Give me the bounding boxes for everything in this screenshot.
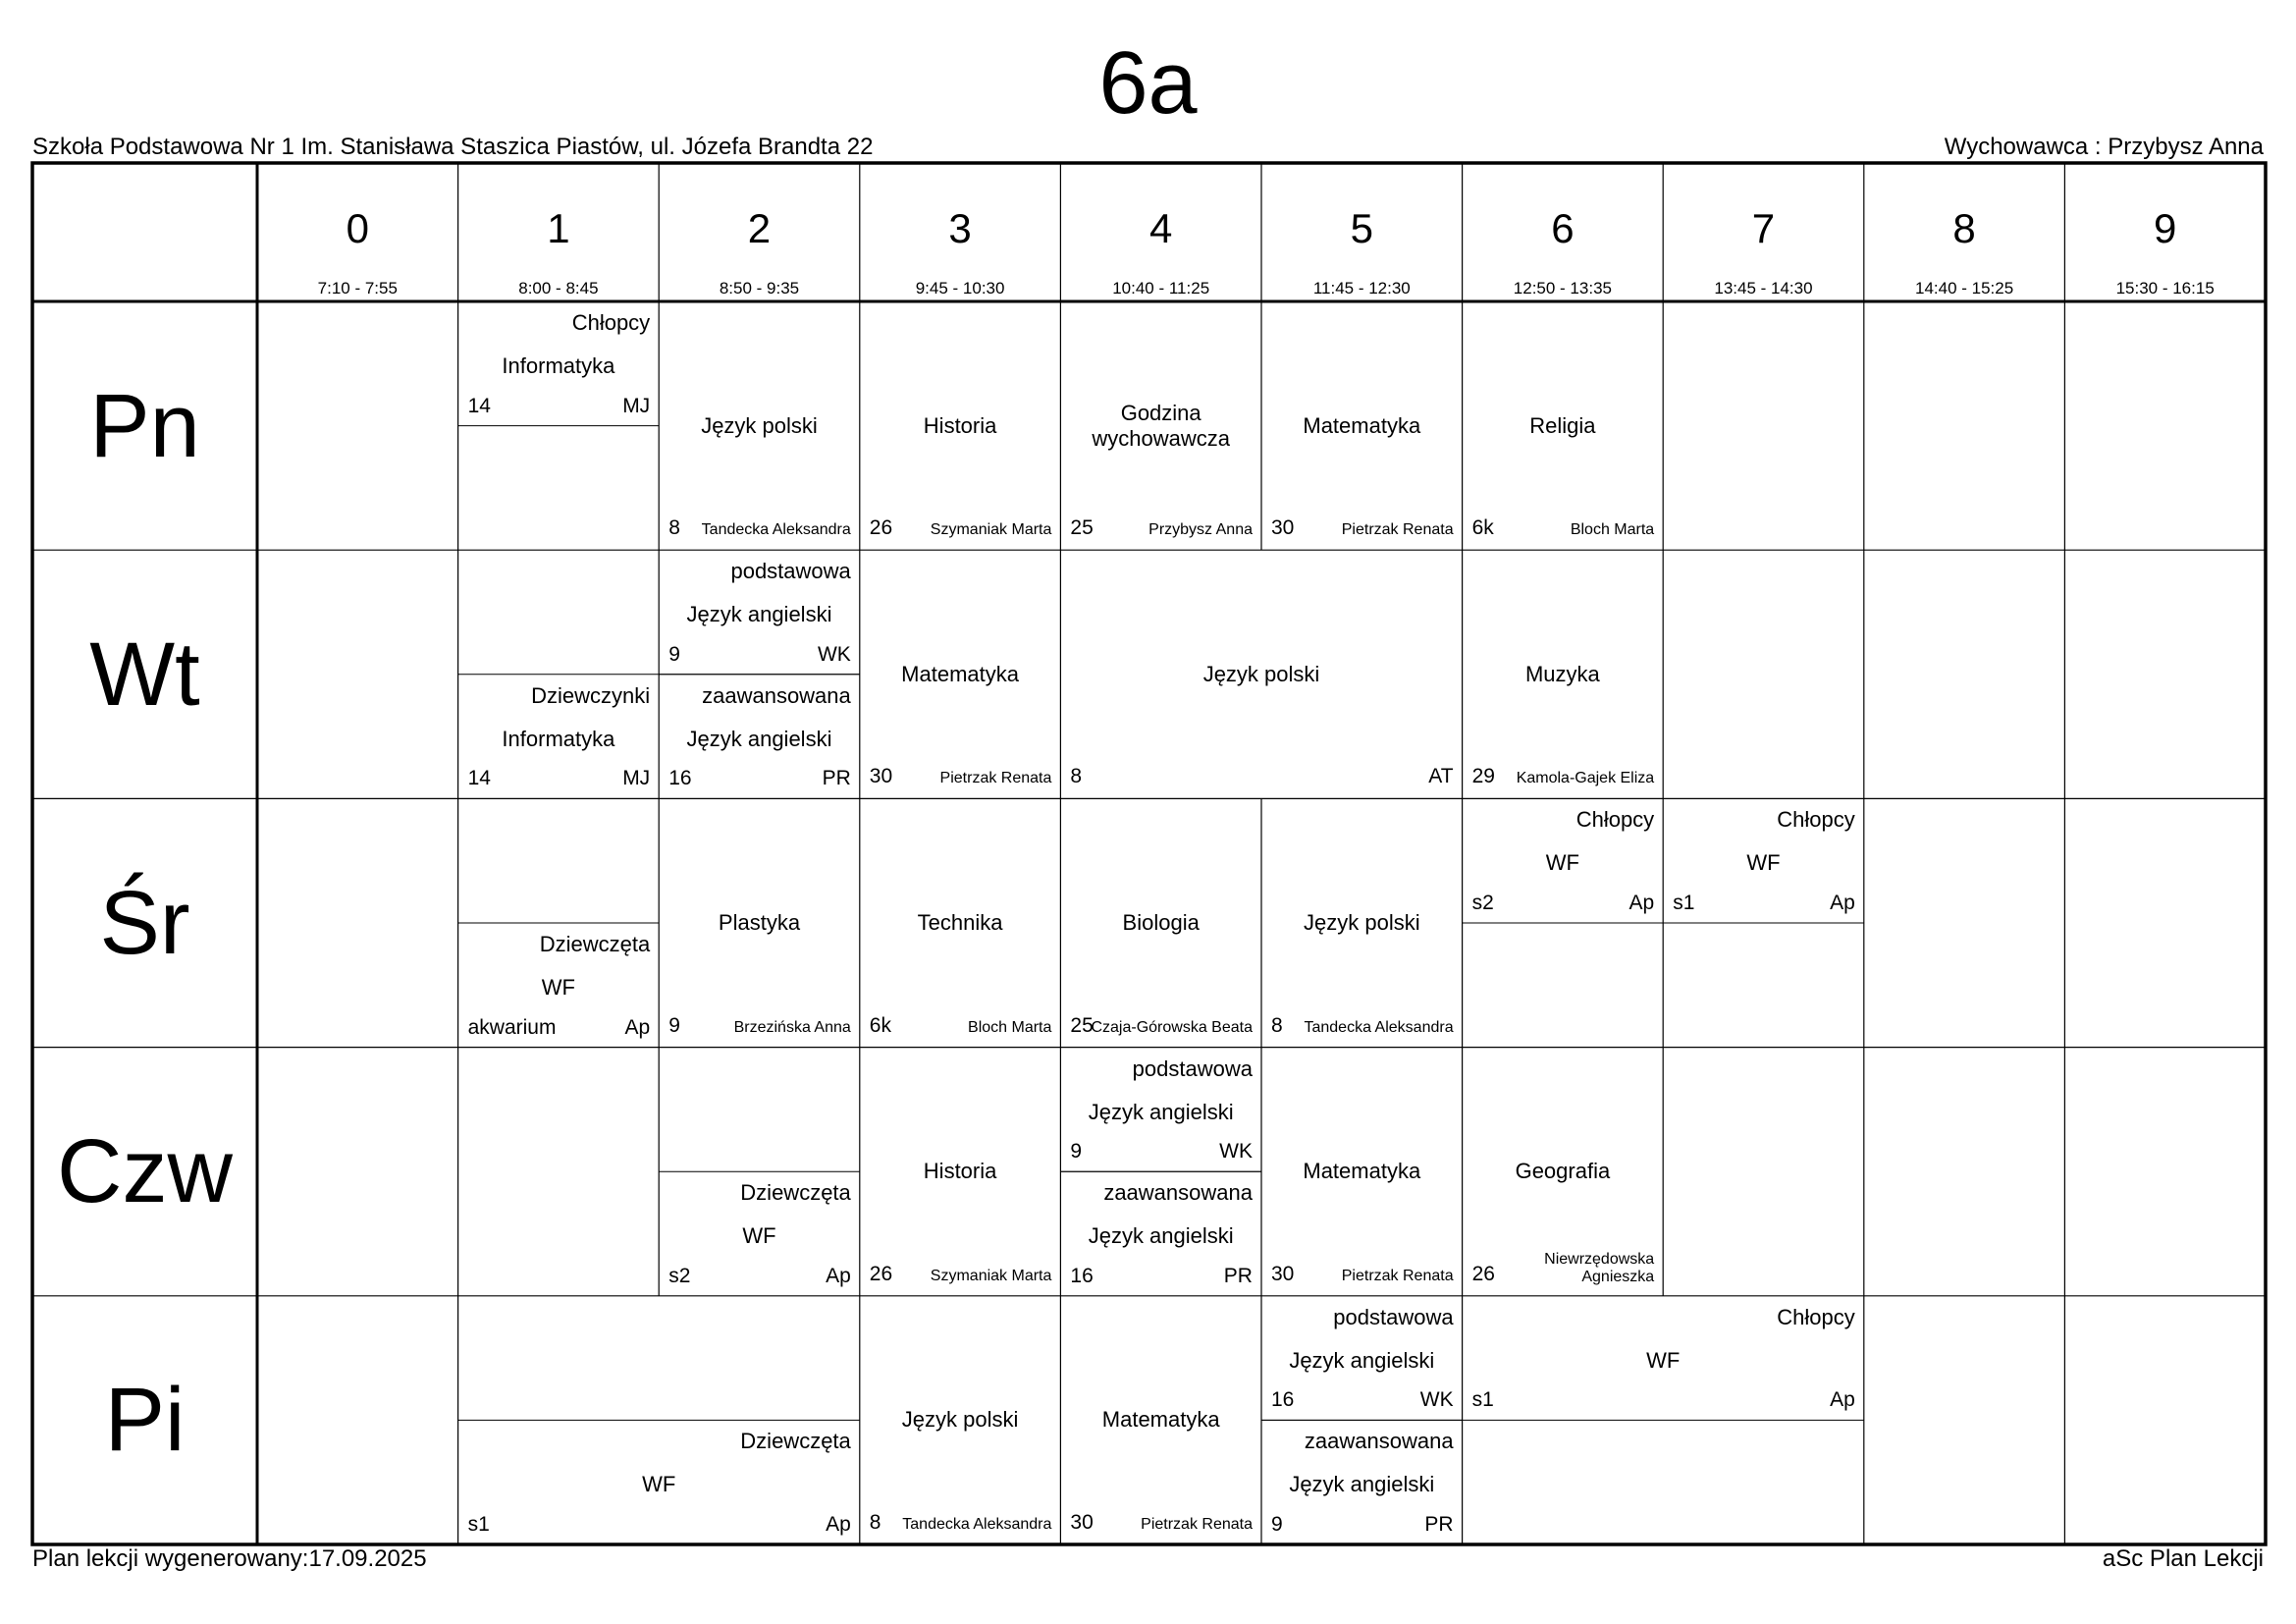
lesson-subject: Język polski bbox=[901, 1407, 1019, 1433]
lesson-subject: Historia bbox=[923, 1159, 997, 1184]
lesson-cell[interactable] bbox=[860, 1048, 1061, 1296]
period-number: 3 bbox=[948, 205, 972, 251]
lesson-room: 6k bbox=[869, 1013, 891, 1037]
lesson-room: 25 bbox=[1070, 1013, 1094, 1037]
lesson-group: Dziewczynki bbox=[531, 682, 651, 708]
lesson-group: Dziewczęta bbox=[740, 1429, 851, 1454]
period-time: 8:50 - 9:35 bbox=[719, 279, 800, 298]
lesson-room: 9 bbox=[668, 1013, 680, 1037]
lesson-group: zaawansowana bbox=[1103, 1180, 1253, 1206]
lesson-teacher: Ap bbox=[1830, 1388, 1855, 1412]
lesson-room: s1 bbox=[467, 1512, 490, 1536]
period-header bbox=[257, 163, 458, 301]
lesson-group: podstawowa bbox=[1333, 1304, 1454, 1329]
period-number: 9 bbox=[2154, 205, 2177, 251]
lesson-room: 29 bbox=[1471, 765, 1495, 788]
period-header bbox=[1261, 163, 1463, 301]
lesson-subject: Matematyka bbox=[1303, 1159, 1421, 1184]
lesson-cell[interactable] bbox=[1663, 798, 1864, 923]
lesson-subject: Język angielski bbox=[1088, 1223, 1234, 1249]
lesson-subject: Technika bbox=[917, 909, 1003, 935]
lesson-room: akwarium bbox=[467, 1015, 557, 1039]
period-time: 11:45 - 12:30 bbox=[1312, 279, 1411, 298]
lesson-teacher: Pietrzak Renata bbox=[1141, 1515, 1253, 1533]
lesson-subject: Matematyka bbox=[1303, 412, 1421, 438]
lesson-room: 30 bbox=[1271, 516, 1295, 540]
day-label-cell bbox=[32, 798, 257, 1047]
lesson-teacher: Przybysz Anna bbox=[1148, 521, 1253, 539]
lesson-subject: Język polski bbox=[701, 412, 818, 438]
period-time: 15:30 - 16:15 bbox=[2115, 279, 2215, 298]
lesson-subject: WF bbox=[642, 1472, 676, 1497]
lesson-cell[interactable] bbox=[458, 301, 660, 426]
period-header bbox=[1663, 163, 1864, 301]
period-header bbox=[1060, 163, 1261, 301]
lesson-subject: WF bbox=[541, 975, 575, 1000]
lesson-group: zaawansowana bbox=[702, 682, 851, 708]
lesson-cell[interactable] bbox=[1261, 1048, 1463, 1296]
day-label: Czw bbox=[57, 1121, 233, 1222]
lesson-cell[interactable] bbox=[860, 550, 1061, 798]
lesson-subject: Muzyka bbox=[1524, 661, 1600, 686]
lesson-teacher: Kamola-Gajek Eliza bbox=[1516, 770, 1655, 787]
lesson-teacher: Bloch Marta bbox=[1570, 521, 1655, 539]
lesson-cell[interactable] bbox=[458, 1420, 860, 1544]
lesson-teacher: PR bbox=[1223, 1264, 1253, 1287]
period-number: 0 bbox=[346, 205, 369, 251]
class-teacher: Wychowawca : Przybysz Anna bbox=[1944, 134, 2264, 160]
lesson-room: s2 bbox=[668, 1264, 691, 1287]
lesson-teacher: WK bbox=[817, 642, 851, 666]
lesson-room: 6k bbox=[1471, 516, 1494, 540]
period-number: 7 bbox=[1751, 205, 1776, 251]
lesson-subject: Religia bbox=[1529, 412, 1596, 438]
lesson-room: 30 bbox=[1070, 1510, 1094, 1534]
lesson-subject: Język angielski bbox=[1088, 1099, 1234, 1124]
lesson-cell[interactable] bbox=[1261, 1296, 1463, 1421]
day-label-cell bbox=[32, 301, 257, 550]
lesson-room: 26 bbox=[1471, 1262, 1495, 1285]
lesson-room: 14 bbox=[467, 767, 491, 790]
lesson-cell[interactable] bbox=[659, 550, 860, 675]
lesson-room: s2 bbox=[1471, 891, 1494, 914]
lesson-teacher: Pietrzak Renata bbox=[1341, 1267, 1454, 1284]
lesson-teacher: PR bbox=[822, 767, 851, 790]
period-time: 12:50 - 13:35 bbox=[1513, 279, 1612, 298]
lesson-cell[interactable] bbox=[1261, 798, 1463, 1047]
lesson-cell[interactable] bbox=[1060, 301, 1261, 550]
period-header bbox=[458, 163, 660, 301]
lesson-teacher: Ap bbox=[1830, 891, 1855, 914]
lesson-room: 16 bbox=[1070, 1264, 1094, 1287]
lesson-teacher: WK bbox=[1419, 1388, 1454, 1412]
period-number: 4 bbox=[1149, 205, 1173, 251]
period-time: 10:40 - 11:25 bbox=[1112, 279, 1210, 298]
lesson-cell[interactable] bbox=[860, 301, 1061, 550]
lesson-cell[interactable] bbox=[1060, 798, 1261, 1047]
lesson-room: s1 bbox=[1673, 891, 1695, 914]
lesson-subject: WF bbox=[1646, 1347, 1681, 1373]
lesson-subject: Język polski bbox=[1304, 909, 1420, 935]
period-number: 1 bbox=[547, 205, 570, 251]
lesson-subject: Język angielski bbox=[1289, 1347, 1435, 1373]
period-header bbox=[1864, 163, 2065, 301]
lesson-room: 9 bbox=[1271, 1512, 1283, 1536]
period-time: 14:40 - 15:25 bbox=[1914, 279, 2014, 298]
period-header bbox=[2064, 163, 2266, 301]
lesson-subject: Informatyka bbox=[502, 726, 615, 751]
period-time: 13:45 - 14:30 bbox=[1714, 279, 1813, 298]
day-label: Pn bbox=[89, 375, 200, 476]
lesson-group: Dziewczęta bbox=[539, 932, 651, 956]
lesson-group: podstawowa bbox=[1132, 1056, 1253, 1081]
lesson-room: 14 bbox=[467, 394, 491, 417]
lesson-cell[interactable] bbox=[1060, 1048, 1261, 1172]
day-label: Pi bbox=[104, 1370, 186, 1471]
lesson-subject: Historia bbox=[923, 412, 997, 438]
lesson-teacher: Niewrzędowska Agnieszka bbox=[1544, 1250, 1655, 1285]
lesson-teacher: Ap bbox=[826, 1264, 851, 1287]
lesson-subject: Język polski bbox=[1202, 661, 1320, 686]
lesson-cell[interactable] bbox=[1261, 301, 1463, 550]
lesson-cell[interactable] bbox=[1463, 1048, 1664, 1296]
lesson-group: Chłopcy bbox=[1777, 807, 1855, 833]
lesson-room: 30 bbox=[1271, 1262, 1295, 1285]
lesson-room: 8 bbox=[1271, 1013, 1283, 1037]
lesson-cell[interactable] bbox=[1060, 550, 1462, 798]
lesson-subject: Informatyka bbox=[502, 353, 615, 378]
lesson-cell[interactable] bbox=[1463, 550, 1664, 798]
lesson-teacher: Tandecka Aleksandra bbox=[1304, 1018, 1454, 1036]
lesson-teacher: Tandecka Aleksandra bbox=[902, 1515, 1052, 1533]
lesson-room: 30 bbox=[869, 765, 893, 788]
period-time: 8:00 - 8:45 bbox=[518, 279, 599, 298]
day-label-cell bbox=[32, 1296, 257, 1544]
lesson-room: 26 bbox=[869, 1262, 893, 1285]
lesson-teacher: MJ bbox=[622, 394, 651, 417]
software-name: aSc Plan Lekcji bbox=[2102, 1545, 2264, 1572]
lesson-room: 16 bbox=[668, 767, 692, 790]
lesson-teacher: Ap bbox=[1629, 891, 1655, 914]
lesson-teacher: Pietrzak Renata bbox=[1341, 521, 1454, 539]
lesson-subject: Matematyka bbox=[901, 661, 1019, 686]
lesson-room: 8 bbox=[1070, 765, 1083, 788]
lesson-cell[interactable] bbox=[659, 675, 860, 799]
lesson-teacher: WK bbox=[1219, 1140, 1253, 1164]
lesson-cell[interactable] bbox=[860, 1296, 1061, 1544]
lesson-room: s1 bbox=[1471, 1388, 1494, 1412]
day-label-cell bbox=[32, 1048, 257, 1296]
lesson-teacher: Bloch Marta bbox=[968, 1018, 1052, 1036]
lesson-room: 8 bbox=[668, 516, 680, 540]
period-number: 2 bbox=[747, 205, 772, 251]
lesson-subject: Biologia bbox=[1122, 909, 1200, 935]
generated-date: Plan lekcji wygenerowany:17.09.2025 bbox=[32, 1545, 427, 1572]
period-number: 8 bbox=[1952, 205, 1976, 251]
lesson-room: 9 bbox=[1070, 1140, 1083, 1164]
lesson-cell[interactable] bbox=[659, 301, 860, 550]
day-label: Śr bbox=[99, 872, 190, 973]
lesson-teacher: Brzezińska Anna bbox=[733, 1018, 851, 1036]
lesson-teacher: Czaja-Górowska Beata bbox=[1091, 1018, 1253, 1036]
lesson-subject: Język angielski bbox=[1289, 1472, 1435, 1497]
lesson-cell[interactable] bbox=[1463, 301, 1664, 550]
lesson-teacher: Pietrzak Renata bbox=[939, 770, 1052, 787]
period-time: 7:10 - 7:55 bbox=[317, 279, 398, 298]
lesson-cell[interactable] bbox=[458, 923, 660, 1048]
period-header bbox=[860, 163, 1061, 301]
lesson-teacher: MJ bbox=[622, 767, 651, 790]
lesson-cell[interactable] bbox=[1463, 1296, 1864, 1421]
school-name: Szkoła Podstawowa Nr 1 Im. Stanisława Staszica Piastów, ul. Józefa Brandta 22 bbox=[32, 134, 874, 160]
lesson-group: Chłopcy bbox=[1777, 1304, 1855, 1329]
lesson-room: 9 bbox=[668, 642, 680, 666]
lesson-group: Chłopcy bbox=[1575, 807, 1655, 833]
lesson-teacher: PR bbox=[1424, 1512, 1454, 1536]
lesson-cell[interactable] bbox=[1060, 1171, 1261, 1296]
lesson-subject: Godzina wychowawcza bbox=[1092, 400, 1230, 451]
lesson-group: Chłopcy bbox=[571, 310, 651, 335]
period-header bbox=[1463, 163, 1664, 301]
lesson-group: Dziewczęta bbox=[740, 1180, 851, 1206]
lesson-teacher: AT bbox=[1428, 765, 1454, 788]
lesson-teacher: Ap bbox=[826, 1512, 851, 1536]
lesson-subject: Plastyka bbox=[718, 909, 801, 935]
lesson-room: 8 bbox=[869, 1510, 881, 1534]
lesson-subject: Język angielski bbox=[686, 726, 832, 751]
lesson-subject: Geografia bbox=[1515, 1159, 1611, 1184]
period-number: 5 bbox=[1350, 205, 1373, 251]
lesson-group: zaawansowana bbox=[1304, 1429, 1454, 1454]
lesson-subject: Matematyka bbox=[1101, 1407, 1220, 1433]
lesson-subject: Język angielski bbox=[686, 602, 832, 627]
lesson-subject: WF bbox=[742, 1223, 776, 1249]
lesson-cell[interactable] bbox=[659, 1171, 860, 1296]
lesson-cell[interactable] bbox=[458, 675, 660, 799]
lesson-cell[interactable] bbox=[1060, 1296, 1261, 1544]
lesson-room: 26 bbox=[869, 516, 893, 540]
lesson-subject: WF bbox=[1545, 850, 1579, 876]
period-number: 6 bbox=[1551, 205, 1575, 251]
lesson-teacher: Ap bbox=[624, 1015, 651, 1039]
lesson-teacher: Szymaniak Marta bbox=[930, 521, 1052, 539]
day-label: Wt bbox=[89, 623, 200, 725]
lesson-cell[interactable] bbox=[1261, 1420, 1463, 1544]
lesson-room: 16 bbox=[1271, 1388, 1295, 1412]
period-header bbox=[659, 163, 860, 301]
lesson-cell[interactable] bbox=[659, 798, 860, 1047]
lesson-teacher: Szymaniak Marta bbox=[930, 1267, 1052, 1284]
lesson-subject: WF bbox=[1746, 850, 1781, 876]
lesson-cell[interactable] bbox=[860, 798, 1061, 1047]
lesson-room: 25 bbox=[1070, 516, 1094, 540]
lesson-group: podstawowa bbox=[730, 559, 851, 584]
lesson-teacher: Tandecka Aleksandra bbox=[701, 521, 851, 539]
lesson-cell[interactable] bbox=[1463, 798, 1664, 923]
day-label-cell bbox=[32, 550, 257, 798]
page-title: 6a bbox=[1098, 34, 1198, 133]
period-time: 9:45 - 10:30 bbox=[915, 279, 1005, 298]
